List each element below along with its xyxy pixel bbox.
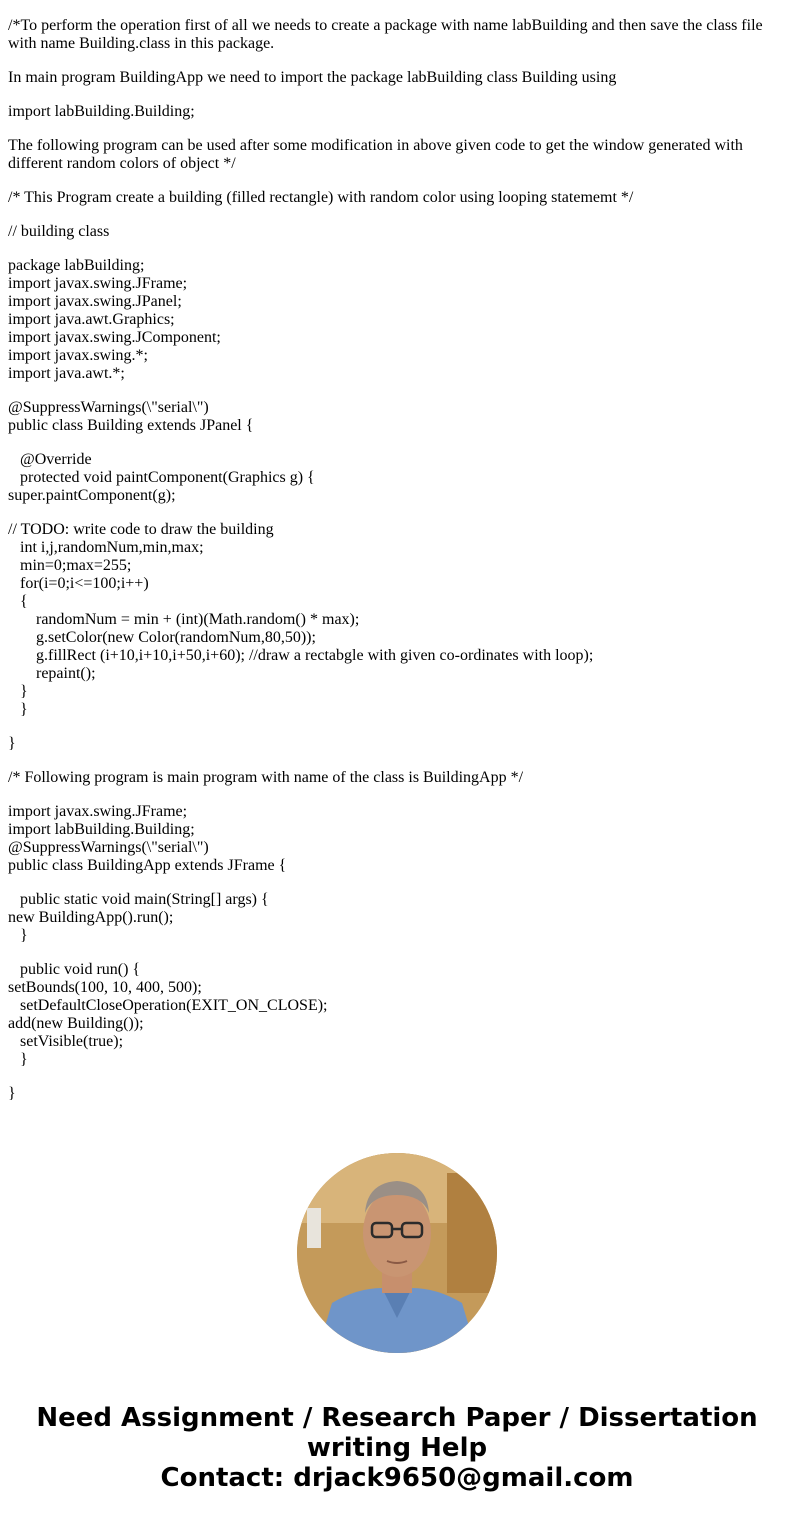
code-block: [8, 257, 786, 383]
code-line: }: [8, 701, 28, 718]
code-line: public void run() {: [8, 961, 141, 978]
code-line: import javax.swing.*;: [8, 347, 148, 364]
intro-paragraph: In main program BuildingApp we need to import the package labBuilding class Building using: [8, 69, 617, 86]
code-line: // TODO: write code to draw the building: [8, 521, 274, 538]
class-comment: // building class: [8, 223, 110, 240]
code-block: [8, 891, 786, 945]
code-line: import javax.swing.JFrame;: [8, 275, 188, 292]
contact-banner: [0, 1403, 794, 1493]
intro-paragraph: The following program can be used after some modification in above given code to get the window generated with different random colors of object */: [8, 137, 747, 172]
code-line: add(new Building());: [8, 1015, 144, 1032]
code-line: @SuppressWarnings(\"serial\"): [8, 399, 209, 416]
code-line: for(i=0;i<=100;i++): [8, 575, 149, 592]
code-line: }: [8, 927, 28, 944]
code-line: import labBuilding.Building;: [8, 821, 195, 838]
intro-paragraph: /*To perform the operation first of all we needs to create a package with name labBuilding and then save the class file with name Building.class in this package.: [8, 17, 767, 52]
cta-line: Need Assignment / Research Paper / Dissertation: [36, 1403, 758, 1433]
code-line: min=0;max=255;: [8, 557, 132, 574]
code-line: int i,j,randomNum,min,max;: [8, 539, 204, 556]
code-line: @SuppressWarnings(\"serial\"): [8, 839, 209, 856]
program-comment: /* This Program create a building (filled rectangle) with random color using looping statememt */: [8, 189, 634, 206]
code-line: super.paintComponent(g);: [8, 487, 176, 504]
code-block: [8, 451, 786, 505]
code-line: public class Building extends JPanel {: [8, 417, 254, 434]
code-line: import javax.swing.JFrame;: [8, 803, 188, 820]
code-line: package labBuilding;: [8, 257, 145, 274]
code-line: public class BuildingApp extends JFrame {: [8, 857, 287, 874]
code-block: [8, 1085, 786, 1103]
import-statement: import labBuilding.Building;: [8, 103, 195, 120]
code-line: @Override: [8, 451, 92, 468]
code-line: import javax.swing.JPanel;: [8, 293, 182, 310]
contact-email: Contact: drjack9650@gmail.com: [160, 1463, 634, 1493]
code-line: g.setColor(new Color(randomNum,80,50));: [8, 629, 316, 646]
code-line: }: [8, 1085, 16, 1102]
code-block: [8, 735, 786, 753]
code-block: [8, 961, 786, 1069]
code-block: [8, 399, 786, 435]
code-line: }: [8, 735, 16, 752]
code-line: import javax.swing.JComponent;: [8, 329, 221, 346]
code-line: public static void main(String[] args) {: [8, 891, 269, 908]
code-line: {: [8, 593, 28, 610]
code-line: new BuildingApp().run();: [8, 909, 174, 926]
code-line: import java.awt.Graphics;: [8, 311, 175, 328]
author-photo-icon: [297, 1153, 497, 1353]
cta-line: writing Help: [306, 1433, 488, 1463]
code-line: setVisible(true);: [8, 1033, 124, 1050]
article-body: [8, 17, 786, 1119]
code-line: setDefaultCloseOperation(EXIT_ON_CLOSE);: [8, 997, 328, 1014]
code-block: [8, 803, 786, 875]
code-block: [8, 521, 786, 719]
code-line: protected void paintComponent(Graphics g) {: [8, 469, 315, 486]
code-line: setBounds(100, 10, 400, 500);: [8, 979, 202, 996]
code-line: import java.awt.*;: [8, 365, 125, 382]
main-program-comment: /* Following program is main program with name of the class is BuildingApp */: [8, 769, 524, 786]
code-line: randomNum = min + (int)(Math.random() * max);: [8, 611, 360, 628]
code-line: g.fillRect (i+10,i+10,i+50,i+60); //draw a rectabgle with given co-ordinates with loop);: [8, 647, 594, 664]
code-line: repaint();: [8, 665, 96, 682]
code-line: }: [8, 1051, 28, 1068]
code-line: }: [8, 683, 28, 700]
